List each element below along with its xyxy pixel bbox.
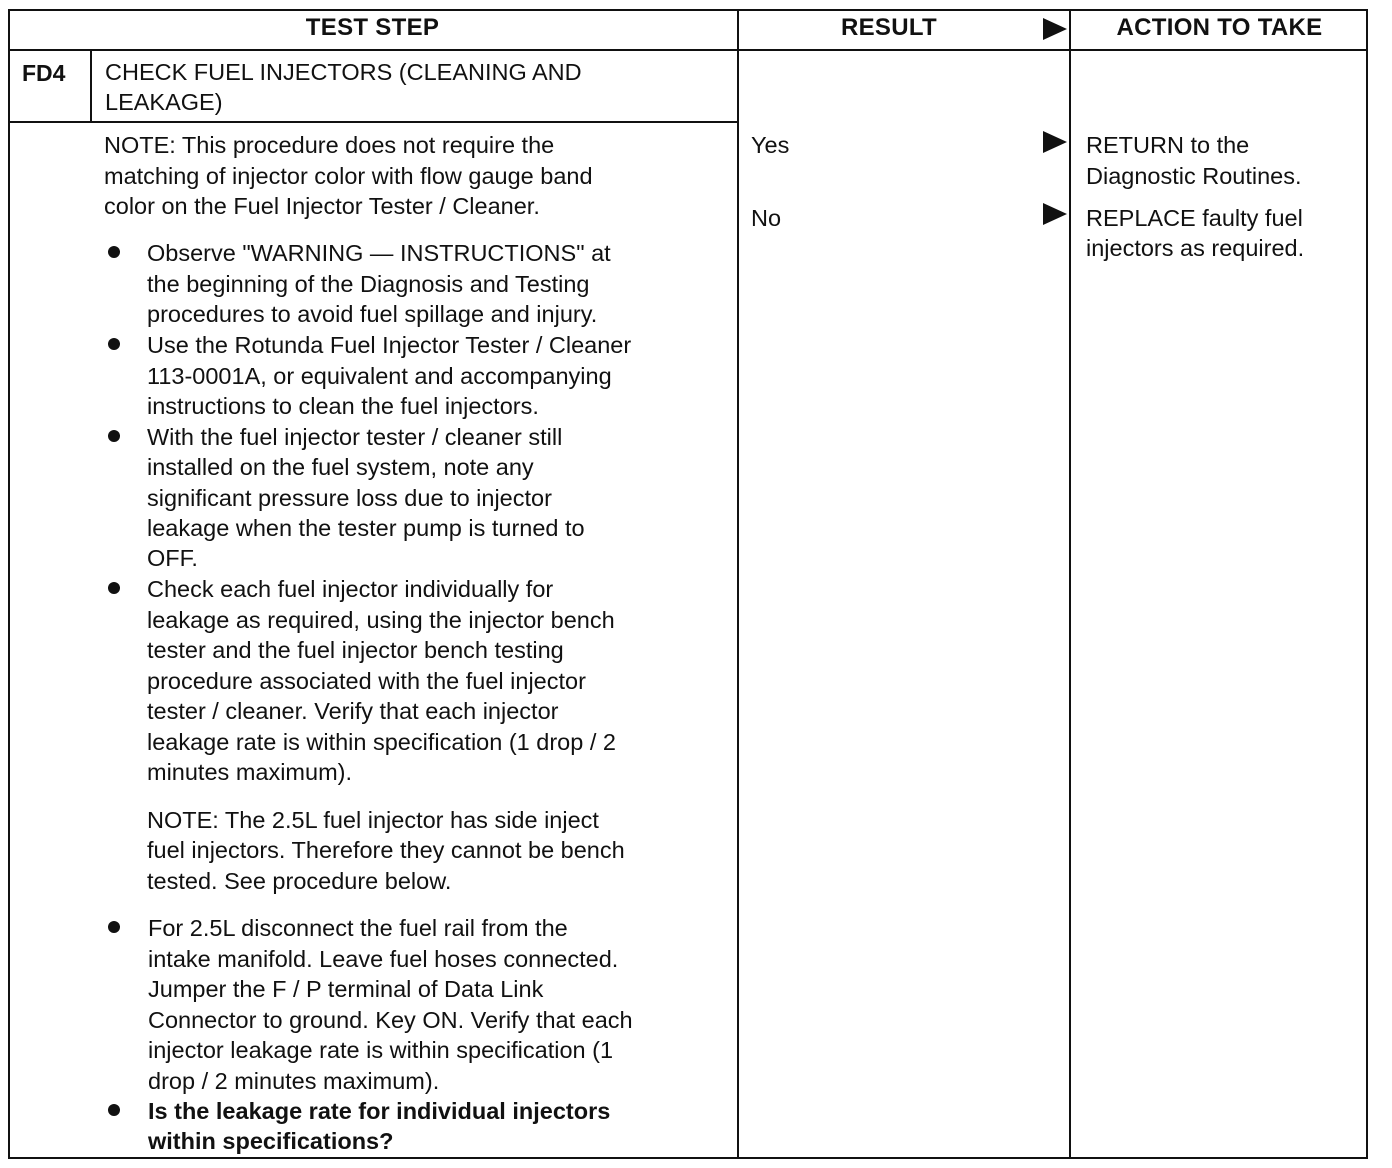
- header-arrow-icon: [1043, 18, 1067, 40]
- bullet-line: the beginning of the Diagnosis and Testing: [147, 271, 590, 297]
- note-line: fuel injectors. Therefore they cannot be bench: [147, 837, 625, 863]
- bullet-line: Use the Rotunda Fuel Injector Tester / Cleaner: [147, 332, 632, 358]
- bullet-line: intake manifold. Leave fuel hoses connected.: [148, 946, 619, 972]
- note-line: tested. See procedure below.: [147, 868, 452, 894]
- column-divider-action: [1069, 9, 1071, 1159]
- header-action: ACTION TO TAKE: [1116, 14, 1323, 41]
- bullet-line: installed on the fuel system, note any: [147, 454, 534, 480]
- question-line: within specifications?: [148, 1128, 394, 1154]
- bullet-line: procedures to avoid fuel spillage and injury.: [147, 301, 598, 327]
- note-line: matching of injector color with flow gauge band: [104, 163, 593, 189]
- note-line: NOTE: This procedure does not require the: [104, 132, 555, 158]
- step-id-divider: [90, 49, 92, 122]
- bullet-line: tester / cleaner. Verify that each injector: [147, 698, 559, 724]
- result-yes: Yes: [751, 132, 790, 158]
- bullet-line: leakage as required, using the injector bench: [147, 607, 615, 633]
- title-divider: [8, 121, 739, 123]
- bullet-line: instructions to clean the fuel injectors.: [147, 393, 539, 419]
- bullet-icon: [108, 921, 120, 933]
- bullet-icon: [108, 338, 120, 350]
- header-test-step: TEST STEP: [305, 14, 440, 41]
- bullet-line: significant pressure loss due to injector: [147, 485, 552, 511]
- bullet-line: Check each fuel injector individually for: [147, 576, 554, 602]
- bullet-line: tester and the fuel injector bench testing: [147, 637, 564, 663]
- header-result: RESULT: [840, 14, 938, 41]
- bullet-line: procedure associated with the fuel injector: [147, 668, 586, 694]
- step-title-line2: LEAKAGE): [105, 89, 223, 115]
- result-no-arrow-icon: [1043, 203, 1067, 225]
- bullet-line: leakage when the tester pump is turned to: [147, 515, 585, 541]
- bullet-line: drop / 2 minutes maximum).: [148, 1068, 440, 1094]
- bullet-line: OFF.: [147, 545, 198, 571]
- bullet-line: leakage rate is within specification (1 drop / 2: [147, 729, 616, 755]
- action-no-line: injectors as required.: [1086, 235, 1305, 261]
- header-divider: [8, 49, 1368, 51]
- step-id: FD4: [22, 60, 66, 86]
- result-yes-arrow-icon: [1043, 131, 1067, 153]
- column-divider-result: [737, 9, 739, 1159]
- action-yes-line: Diagnostic Routines.: [1086, 163, 1302, 189]
- bullet-icon: [108, 246, 120, 258]
- bullet-line: Observe "WARNING — INSTRUCTIONS" at: [147, 240, 611, 266]
- bullet-line: Connector to ground. Key ON. Verify that each: [148, 1007, 633, 1033]
- bullet-line: Jumper the F / P terminal of Data Link: [148, 976, 544, 1002]
- bullet-line: For 2.5L disconnect the fuel rail from the: [148, 915, 568, 941]
- result-no: No: [751, 205, 782, 231]
- action-yes-line: RETURN to the: [1086, 132, 1250, 158]
- bullet-icon: [108, 582, 120, 594]
- bullet-line: With the fuel injector tester / cleaner still: [147, 424, 563, 450]
- bullet-icon: [108, 430, 120, 442]
- bullet-line: minutes maximum).: [147, 759, 353, 785]
- step-title-line1: CHECK FUEL INJECTORS (CLEANING AND: [105, 59, 582, 85]
- bullet-line: injector leakage rate is within specification (1: [148, 1037, 614, 1063]
- note-line: NOTE: The 2.5L fuel injector has side inject: [147, 807, 599, 833]
- note-line: color on the Fuel Injector Tester / Cleaner.: [104, 193, 540, 219]
- question-line: Is the leakage rate for individual injectors: [148, 1098, 611, 1124]
- bullet-icon: [108, 1104, 120, 1116]
- bullet-line: 113-0001A, or equivalent and accompanying: [147, 363, 612, 389]
- action-no-line: REPLACE faulty fuel: [1086, 205, 1303, 231]
